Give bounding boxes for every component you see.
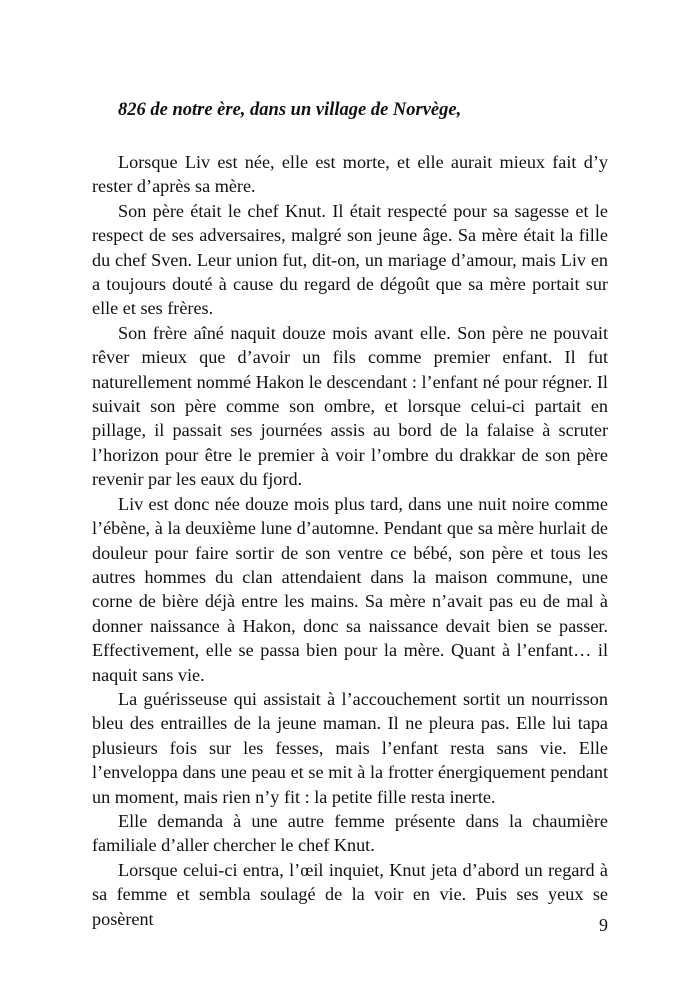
paragraph: Son frère aîné naquit douze mois avant elle. Son père ne pouvait rêver mieux que d’avoir un fils comme premier enfant. Il fut naturellement nommé Hakon le descendant : l’enfant né pour régner. Il suivait son père comme son ombre, et lorsque celui-ci partait en pillage, il passait ses journées assis au bord de la falaise à scruter l’horizon pour être le premier à voir l’ombre du drakkar de son père revenir par les eaux du fjord.: [92, 322, 608, 490]
paragraph: Son père était le chef Knut. Il était respecté pour sa sagesse et le respect de ses adversaires, malgré son jeune âge. Sa mère était la fille du chef Sven. Leur union fut, dit-on, un mariage d’amour, mais Liv en a toujours douté à cause du regard de dégoût que sa mère portait sur elle et ses frères.: [92, 200, 608, 319]
paragraph: La guérisseuse qui assistait à l’accouchement sortit un nourrisson bleu des entrailles de la jeune maman. Il ne pleura pas. Elle lui tapa plusieurs fois sur les fesses, mais l’enfant resta sans vie. Elle l’enveloppa dans une peau et se mit à la frotter énergiquement pendant un moment, mais rien n’y fit : la petite fille resta inerte.: [92, 688, 608, 807]
paragraph: Elle demanda à une autre femme présente dans la chaumière familiale d’aller chercher le chef Knut.: [92, 810, 608, 856]
page-number: 9: [599, 915, 608, 935]
paragraph: Lorsque Liv est née, elle est morte, et elle aurait mieux fait d’y rester d’après sa mère.: [92, 152, 608, 197]
body-text: [92, 150, 608, 931]
chapter-heading: 826 de notre ère, dans un village de Norvège,: [118, 100, 462, 120]
paragraph: Lorsque celui-ci entra, l’œil inquiet, Knut jeta d’abord un regard à sa femme et sembla soulagé de la voir en vie. Puis ses yeux se posèrent: [92, 859, 608, 929]
paragraph: Liv est donc née douze mois plus tard, dans une nuit noire comme l’ébène, à la deuxième lune d’automne. Pendant que sa mère hurlait de douleur pour faire sortir de son ventre ce bébé, son père et tous les autres hommes du clan attendaient dans la maison commune, une corne de bière déjà entre les mains. Sa mère n’avait pas eu de mal à donner naissance à Hakon, donc sa naissance devait bien se passer. Effectivement, elle se passa bien pour la mère. Quant à l’enfant… il naquit sans vie.: [92, 493, 608, 685]
